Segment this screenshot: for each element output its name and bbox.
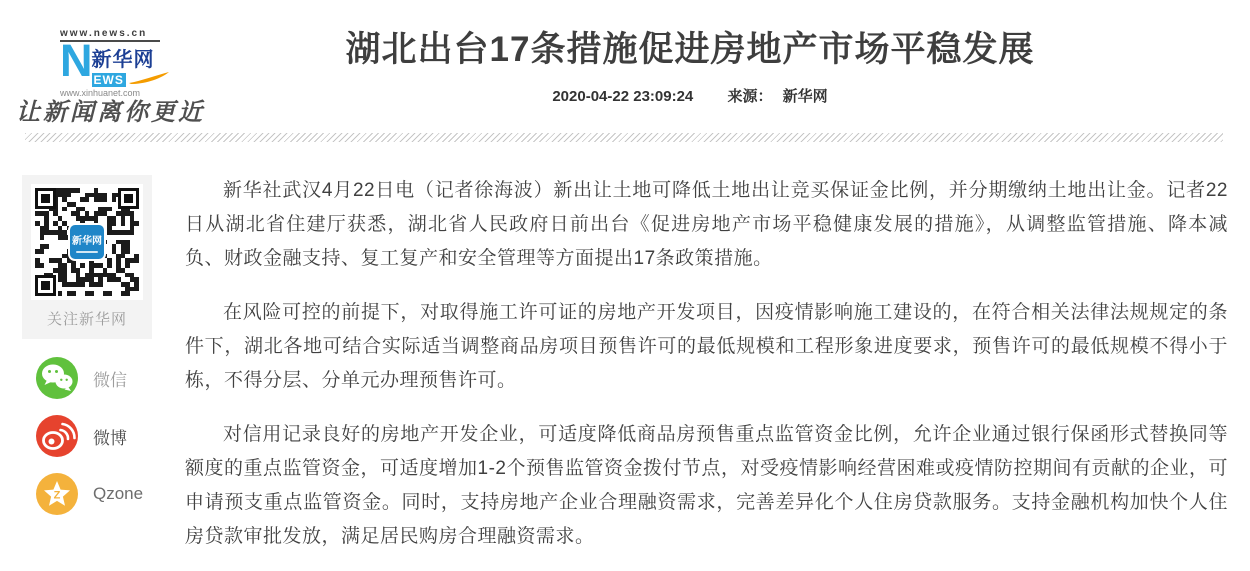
source-link[interactable]: 新华网	[782, 88, 828, 105]
article-meta	[130, 85, 1250, 106]
qr-caption: 关注新华网	[46, 311, 127, 328]
page-title: 湖北出台17条措施促进房地产市场平稳发展	[345, 30, 1035, 69]
weibo-icon	[36, 415, 78, 457]
article-paragraph: 新华社武汉4月22日电（记者徐海波）新出让土地可降低土地出让竞买保证金比例，并分期缴纳土地出让金。记者22日从湖北省住建厅获悉，湖北省人民政府日前出台《促进房地产市场平稳健康发展的措施》，从调整监管措施、降本减负、财政金融支持、复工复产和安全管理等方面提出17条政策措施。	[185, 180, 1228, 269]
site-header	[0, 0, 1250, 134]
share-item-qzone[interactable]	[36, 473, 143, 515]
logo-slogan: 让新闻离你更近	[16, 97, 205, 126]
qr-finder-top-left	[35, 188, 56, 209]
logo-url-top: www.news.cn	[60, 28, 160, 42]
svg-text:Z: Z	[53, 489, 61, 502]
share-list	[36, 357, 143, 531]
logo-n-letter: N	[60, 35, 91, 86]
qr-code-box	[22, 175, 152, 339]
logo-brand-chinese: 新华网	[91, 49, 155, 71]
publish-timestamp: 2020-04-22 23:09:24	[552, 88, 694, 105]
article-body	[185, 174, 1228, 571]
source-label: 来源：	[727, 88, 773, 105]
logo-url-bottom: www.xinhuanet.com	[60, 88, 141, 98]
qr-code	[31, 184, 143, 300]
share-label-qzone: Qzone	[93, 484, 144, 503]
share-label-weibo: 微博	[93, 428, 127, 448]
qr-center-app-icon	[68, 223, 106, 261]
share-label-wechat: 微信	[93, 370, 127, 390]
share-item-wechat[interactable]	[36, 357, 143, 399]
article-paragraph: 对信用记录良好的房地产开发企业，可适度降低商品房预售重点监管资金比例，允许企业通过银行保函形式替换同等额度的重点监管资金，可适度增加1-2个预售监管资金拨付节点，对受疫情影响经营困难或疫情防控期间有贡献的企业，可申请预支重点监管资金。同时，支持房地产企业合理融资需求，完善差异化个人住房贷款服务。支持金融机构加快个人住房贷款审批发放，满足居民购房合理融资需求。	[185, 424, 1228, 547]
header-center	[130, 28, 1250, 106]
qr-center-app-underline	[76, 251, 98, 253]
qr-center-app-label: 新华网	[72, 235, 102, 247]
qr-finder-top-right	[118, 188, 139, 209]
logo-ews-letters: EWS	[93, 72, 124, 87]
hatched-divider	[25, 133, 1223, 142]
article-paragraph: 在风险可控的前提下，对取得施工许可证的房地产开发项目，因疫情影响施工建设的，在符合相关法律法规规定的条件下，湖北各地可结合实际适当调整商品房项目预售许可的最低规模和工程形象进度要求，预售许可的最低规模不得小于栋，不得分层、分单元办理预售许可。	[185, 302, 1228, 391]
wechat-icon	[36, 357, 78, 399]
qzone-icon	[36, 473, 78, 515]
qr-finder-bottom-left	[35, 275, 56, 296]
share-item-weibo[interactable]	[36, 415, 143, 457]
